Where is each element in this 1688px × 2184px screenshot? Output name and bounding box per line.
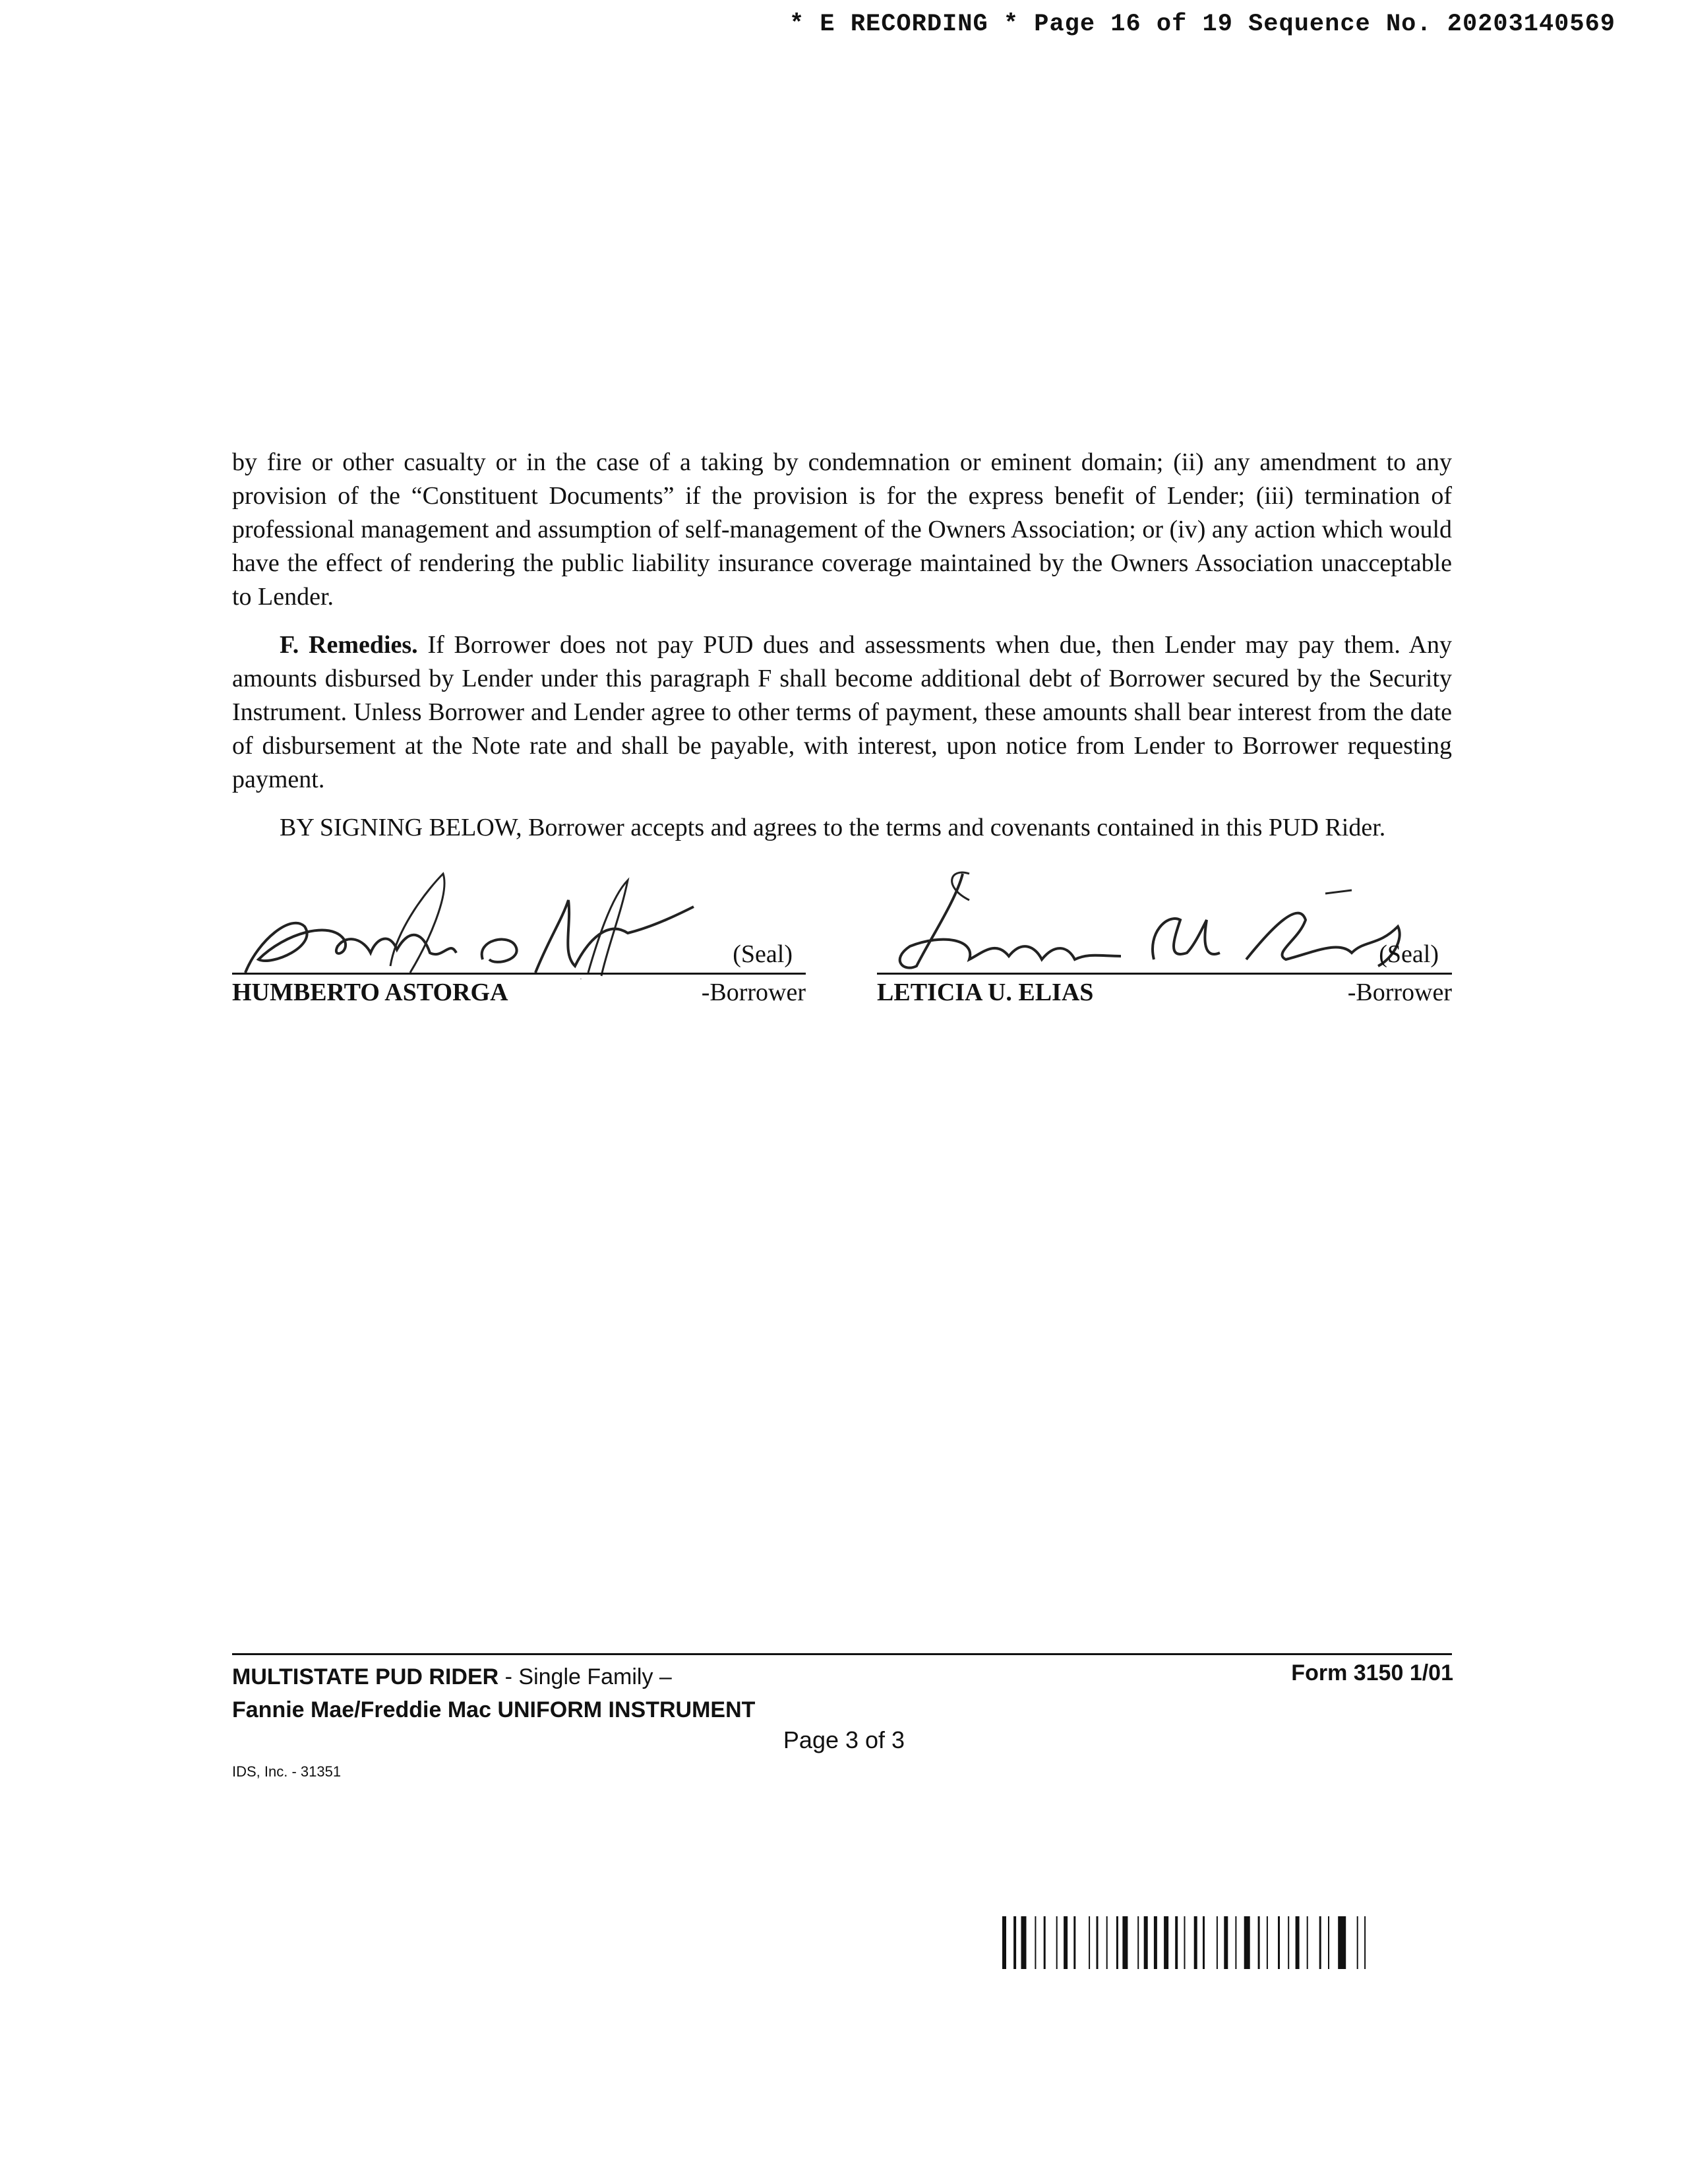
signature-line xyxy=(877,973,1452,975)
form-number: Form 3150 1/01 xyxy=(1291,1660,1453,1685)
document-body xyxy=(232,446,1452,845)
barcode-bar xyxy=(1357,1916,1358,1969)
barcode-bar xyxy=(1319,1916,1321,1969)
barcode-bar xyxy=(1235,1916,1236,1969)
barcode-bar xyxy=(1217,1916,1218,1969)
barcode-bar xyxy=(1122,1916,1128,1969)
barcode-bar xyxy=(1097,1916,1099,1969)
barcode-bar xyxy=(1056,1916,1058,1969)
seal-label: (Seal) xyxy=(733,940,793,968)
barcode-bar xyxy=(1021,1916,1027,1969)
barcode-bar xyxy=(1154,1916,1157,1969)
recording-header: * E RECORDING * Page 16 of 19 Sequence No. 20203140569 xyxy=(789,11,1615,38)
barcode-bar xyxy=(1194,1916,1197,1969)
vendor-code: IDS, Inc. - 31351 xyxy=(232,1763,342,1780)
barcode-bar xyxy=(1278,1916,1280,1969)
barcode-bar xyxy=(1137,1916,1139,1969)
barcode-bar xyxy=(1175,1916,1178,1969)
barcode-bar xyxy=(1035,1916,1036,1969)
form-title-rest: - Single Family – xyxy=(498,1664,672,1689)
barcode-icon xyxy=(1002,1916,1454,1969)
barcode-bar xyxy=(1184,1916,1186,1969)
handwritten-signature-2 xyxy=(877,861,1452,979)
barcode-bar xyxy=(1013,1916,1016,1969)
barcode-bar xyxy=(1338,1916,1346,1969)
handwritten-signature-1 xyxy=(232,861,806,979)
signer-role: -Borrower xyxy=(1347,979,1452,1006)
signature-block-borrower-2 xyxy=(877,861,1452,1012)
signature-line xyxy=(232,973,806,975)
page-number: Page 3 of 3 xyxy=(783,1726,905,1753)
barcode-bar xyxy=(1296,1916,1300,1969)
barcode-bar xyxy=(1244,1916,1250,1969)
barcode-bar xyxy=(1307,1916,1308,1969)
paragraph-continuation: by fire or other casualty or in the case of a taking by condemnation or eminent domain; (ii) any amendment to any provision of the “Constituent Documents” if the provision is for the express benefit of Lender; (iii) termination of professional management and assumption of self-management of the Owners Association; or (iv) any action which would have the effect of rendering the public liability insurance coverage maintained by the Owners Association unacceptable to Lender. xyxy=(232,448,1452,611)
barcode-bar xyxy=(1144,1916,1148,1969)
barcode-bar xyxy=(1106,1916,1108,1969)
form-subtitle: Fannie Mae/Freddie Mac UNIFORM INSTRUMENT xyxy=(232,1697,756,1722)
signer-name: HUMBERTO ASTORGA xyxy=(232,979,508,1006)
barcode-bar xyxy=(1328,1916,1329,1969)
barcode-bar xyxy=(1089,1916,1090,1969)
barcode-bar xyxy=(1364,1916,1366,1969)
barcode-bar xyxy=(1288,1916,1289,1969)
barcode-bar xyxy=(1116,1916,1118,1969)
barcode-bar xyxy=(1203,1916,1205,1969)
form-title-bold: MULTISTATE PUD RIDER xyxy=(232,1664,499,1689)
footer-divider xyxy=(232,1653,1452,1655)
footer-form-title xyxy=(232,1660,755,1726)
barcode-bar xyxy=(1267,1916,1268,1969)
barcode-bar xyxy=(1224,1916,1228,1969)
seal-label: (Seal) xyxy=(1379,940,1439,968)
remedies-heading: F. Remedies. xyxy=(280,631,418,659)
paragraph-signing: BY SIGNING BELOW, Borrower accepts and agrees to the terms and covenants contained in this PUD Rider. xyxy=(280,814,1386,841)
barcode-bar xyxy=(1073,1916,1075,1969)
barcode-bar xyxy=(1258,1916,1260,1969)
signature-block-borrower-1 xyxy=(232,861,806,1012)
paragraph-remedies xyxy=(232,628,1452,797)
barcode-bar xyxy=(1002,1916,1006,1969)
barcode-bar xyxy=(1164,1916,1168,1969)
barcode-bar xyxy=(1064,1916,1068,1969)
barcode-bar xyxy=(1044,1916,1046,1969)
signer-role: -Borrower xyxy=(701,979,806,1006)
signer-name: LETICIA U. ELIAS xyxy=(877,979,1094,1006)
remedies-text: If Borrower does not pay PUD dues and assessments when due, then Lender may pay them. Any amounts disbursed by Lender under this paragraph F shall become additional debt of Borrower secured by the Security Instrument. Unless Borrower and Lender agree to other terms of payment, these amounts shall bear interest from the date of disbursement at the Note rate and shall be payable, with interest, upon notice from Lender to Borrower requesting payment. xyxy=(232,631,1452,793)
